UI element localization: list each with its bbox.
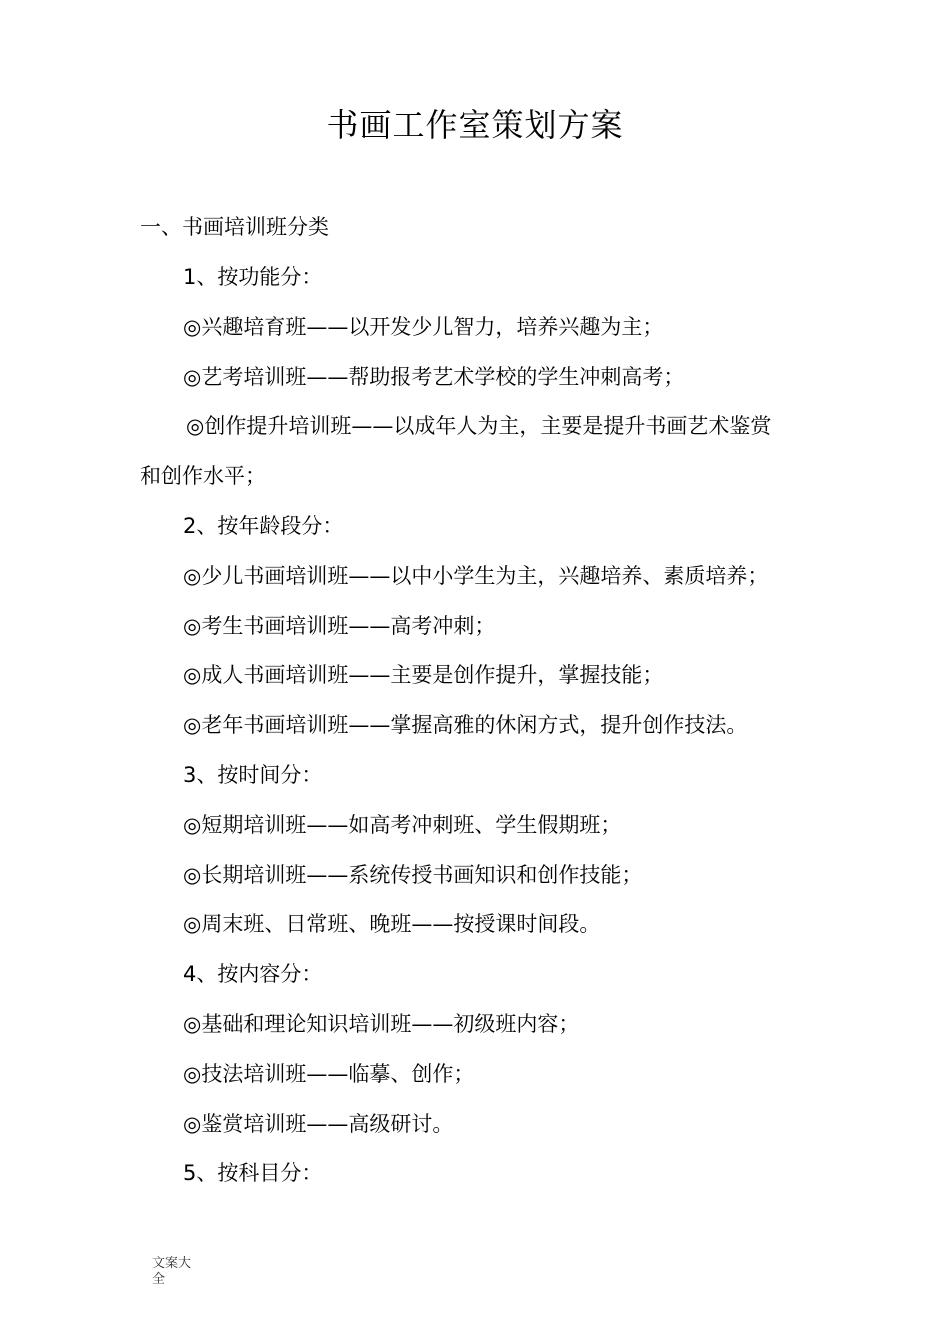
list-item: ◎老年书画培训班——掌握高雅的休闲方式，提升创作技法。 bbox=[183, 713, 748, 737]
subsection-heading: 2、按年龄段分： bbox=[183, 514, 344, 538]
list-item: ◎少儿书画培训班——以中小学生为主，兴趣培养、素质培养； bbox=[183, 564, 769, 588]
list-item-continuation: 和创作水平； bbox=[140, 464, 266, 488]
list-item: ◎基础和理论知识培训班——初级班内容； bbox=[183, 1012, 580, 1036]
list-item: ◎技法培训班——临摹、创作； bbox=[183, 1062, 475, 1086]
list-item: ◎艺考培训班——帮助报考艺术学校的学生冲刺高考； bbox=[183, 365, 685, 389]
list-item: ◎创作提升培训班——以成年人为主，主要是提升书画艺术鉴赏 bbox=[186, 414, 772, 438]
subsection-heading: 5、按科目分： bbox=[183, 1161, 323, 1185]
list-item: ◎短期培训班——如高考冲刺班、学生假期班； bbox=[183, 813, 622, 837]
section-heading: 一、书画培训班分类 bbox=[140, 215, 329, 239]
subsection-heading: 4、按内容分： bbox=[183, 962, 323, 986]
page-footer: 文案大全 bbox=[152, 1256, 192, 1287]
list-item: ◎长期培训班——系统传授书画知识和创作技能； bbox=[183, 863, 643, 887]
list-item: ◎兴趣培育班——以开发少儿智力，培养兴趣为主； bbox=[183, 315, 664, 339]
list-item: ◎考生书画培训班——高考冲刺； bbox=[183, 614, 496, 638]
subsection-heading: 3、按时间分： bbox=[183, 763, 323, 787]
list-item: ◎鉴赏培训班——高级研讨。 bbox=[183, 1112, 454, 1136]
list-item: ◎周末班、日常班、晚班——按授课时间段。 bbox=[183, 912, 601, 936]
document-title: 书画工作室策划方案 bbox=[326, 106, 624, 144]
list-item: ◎成人书画培训班——主要是创作提升，掌握技能； bbox=[183, 663, 664, 687]
subsection-heading: 1、按功能分： bbox=[183, 265, 323, 289]
